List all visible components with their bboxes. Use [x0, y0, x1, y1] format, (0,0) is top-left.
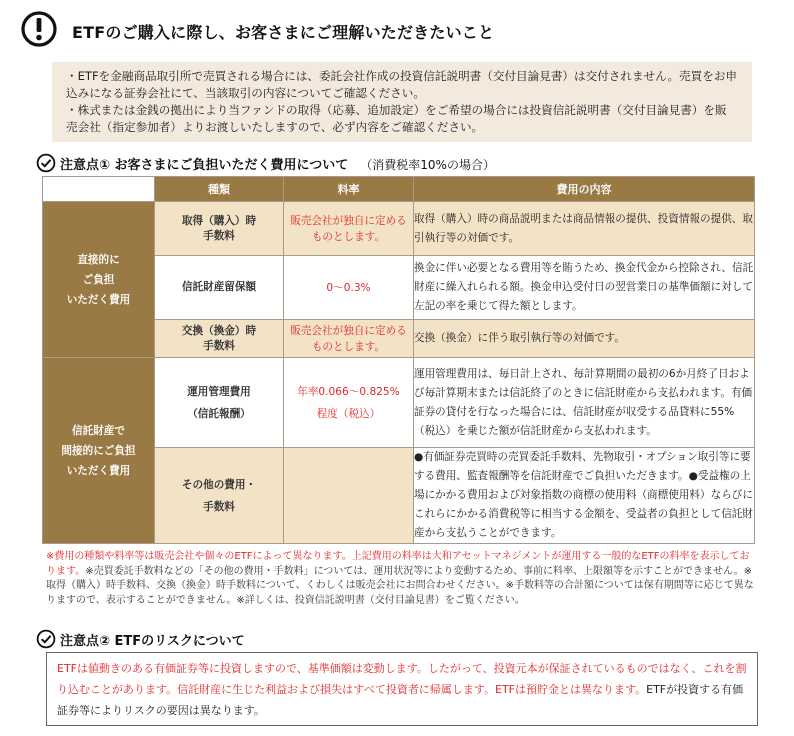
fees-table	[42, 176, 755, 544]
section-fees-title: 注意点① お客さまにご負担いただく費用について （消費税率10%の場合）	[60, 158, 495, 173]
risk-text-red: ETFは値動きのある有価証券等に投資しますので、基準価額は変動します。したがって、投資元本が保証されているものではなく、これを割り込むことがあります。信託財産に生じた利益および損失はすべて投資者に帰属します。ETFは預貯金とは異なります。	[57, 662, 747, 696]
exclamation-circle-icon	[20, 10, 58, 48]
notice-box	[52, 62, 752, 142]
page-title: ETFのご購入に際し、お客さまにご理解いただきたいこと	[72, 23, 495, 42]
type-cell: 交換（換金）時 手数料	[155, 320, 284, 358]
table-header-row	[43, 177, 755, 202]
desc-cell: 換金に伴い必要となる費用等を賄うため、換金代金から控除され、信託財産に繰入れられる額。換金申込受付日の翌営業日の基準価額に対して左記の率を乗じて得た額とします。	[414, 256, 755, 320]
desc-cell: 運用管理費用は、毎日計上され、毎計算期間の最初の6か月終了日および毎計算期末または信託終了のときに信託財産から支払われます。有価証券の貸付を行なった場合には、信託財産が収受する品貸料に55%（税込）を乗じた額が信託財産から支払われます。	[414, 358, 755, 448]
desc-cell: ●有価証券売買時の売買委託手数料、先物取引・オプション取引等に要する費用、監査報酬等を信託財産でご負担いただきます。●受益権の上場にかかる費用および対象指数の商標の使用料（商標使用料）ならびにこれらにかかる消費税等に相当する金額を、受益者の負担として信託財産から支払うことができます。	[414, 448, 755, 544]
category-direct: 直接的に ご負担 いただく費用	[43, 202, 155, 358]
page-header	[14, 10, 784, 54]
desc-cell: 交換（換金）に伴う取引執行等の対価です。	[414, 320, 755, 358]
header-rate: 料率	[284, 177, 414, 202]
table-row	[43, 202, 755, 256]
tax-note: （消費税率10%の場合）	[360, 158, 495, 172]
section-risk-title: 注意点② ETFのリスクについて	[60, 634, 245, 649]
type-cell: 取得（購入）時 手数料	[155, 202, 284, 256]
rate-cell: 0〜0.3%	[284, 256, 414, 320]
table-row	[43, 358, 755, 448]
rate-cell: 販売会社が独自に定める ものとします。	[284, 320, 414, 358]
type-cell: 信託財産留保額	[155, 256, 284, 320]
notice-line-2: ・株式または金銭の拠出により当ファンドの取得（応募、追加設定）をご希望の場合には投資信託説明書（交付目論見書）を販売会社（指定参加者）よりお渡しいたしますので、必ず内容をご確認ください。	[66, 103, 727, 134]
header-content: 費用の内容	[414, 177, 755, 202]
type-cell: 運用管理費用 （信託報酬）	[155, 358, 284, 448]
risk-text-black: ETFが投資する有価証券等によりリスクの要因は異なります。	[57, 683, 744, 717]
footnote-black: ※売買委託手数料などの「その他の費用・手数料」については、運用状況等により変動するため、事前に料率、上限額等を示すことができません。※取得（購入）時手数料、交換（換金）時手数料について、くわしくは販売会社にお問合わせください。※手数料等の合計額については保有期間等に応じて異なりますので、表示することができません。※詳しくは、投資信託説明書（交付目論見書）をご覧ください。	[46, 565, 754, 606]
category-indirect: 信託財産で 間接的にご負担 いただく費用	[43, 358, 155, 544]
fee-footnote	[46, 550, 756, 608]
rate-cell: 販売会社が独自に定める ものとします。	[284, 202, 414, 256]
footnote-red: ※費用の種類や料率等は販売会社や個々のETFによって異なります。上記費用の料率は大和アセットマネジメントが運用する一般的なETFの料率を表示しております。	[46, 551, 750, 577]
rate-cell	[284, 448, 414, 544]
header-type: 種類	[155, 177, 284, 202]
rate-cell: 年率0.066〜0.825% 程度（税込）	[284, 358, 414, 448]
notice-line-1: ・ETFを金融商品取引所で売買される場合には、委託会社作成の投資信託説明書（交付目論見書）は交付されません。売買をお申込みになる証券会社にて、当該取引の内容についてご確認ください。	[66, 69, 738, 100]
check-circle-icon	[36, 629, 56, 649]
type-cell: その他の費用・ 手数料	[155, 448, 284, 544]
risk-box	[46, 652, 758, 726]
table-corner-cell	[43, 177, 155, 202]
check-circle-icon	[36, 153, 56, 173]
desc-cell: 取得（購入）時の商品説明または商品情報の提供、投資情報の提供、取引執行等の対価です。	[414, 202, 755, 256]
